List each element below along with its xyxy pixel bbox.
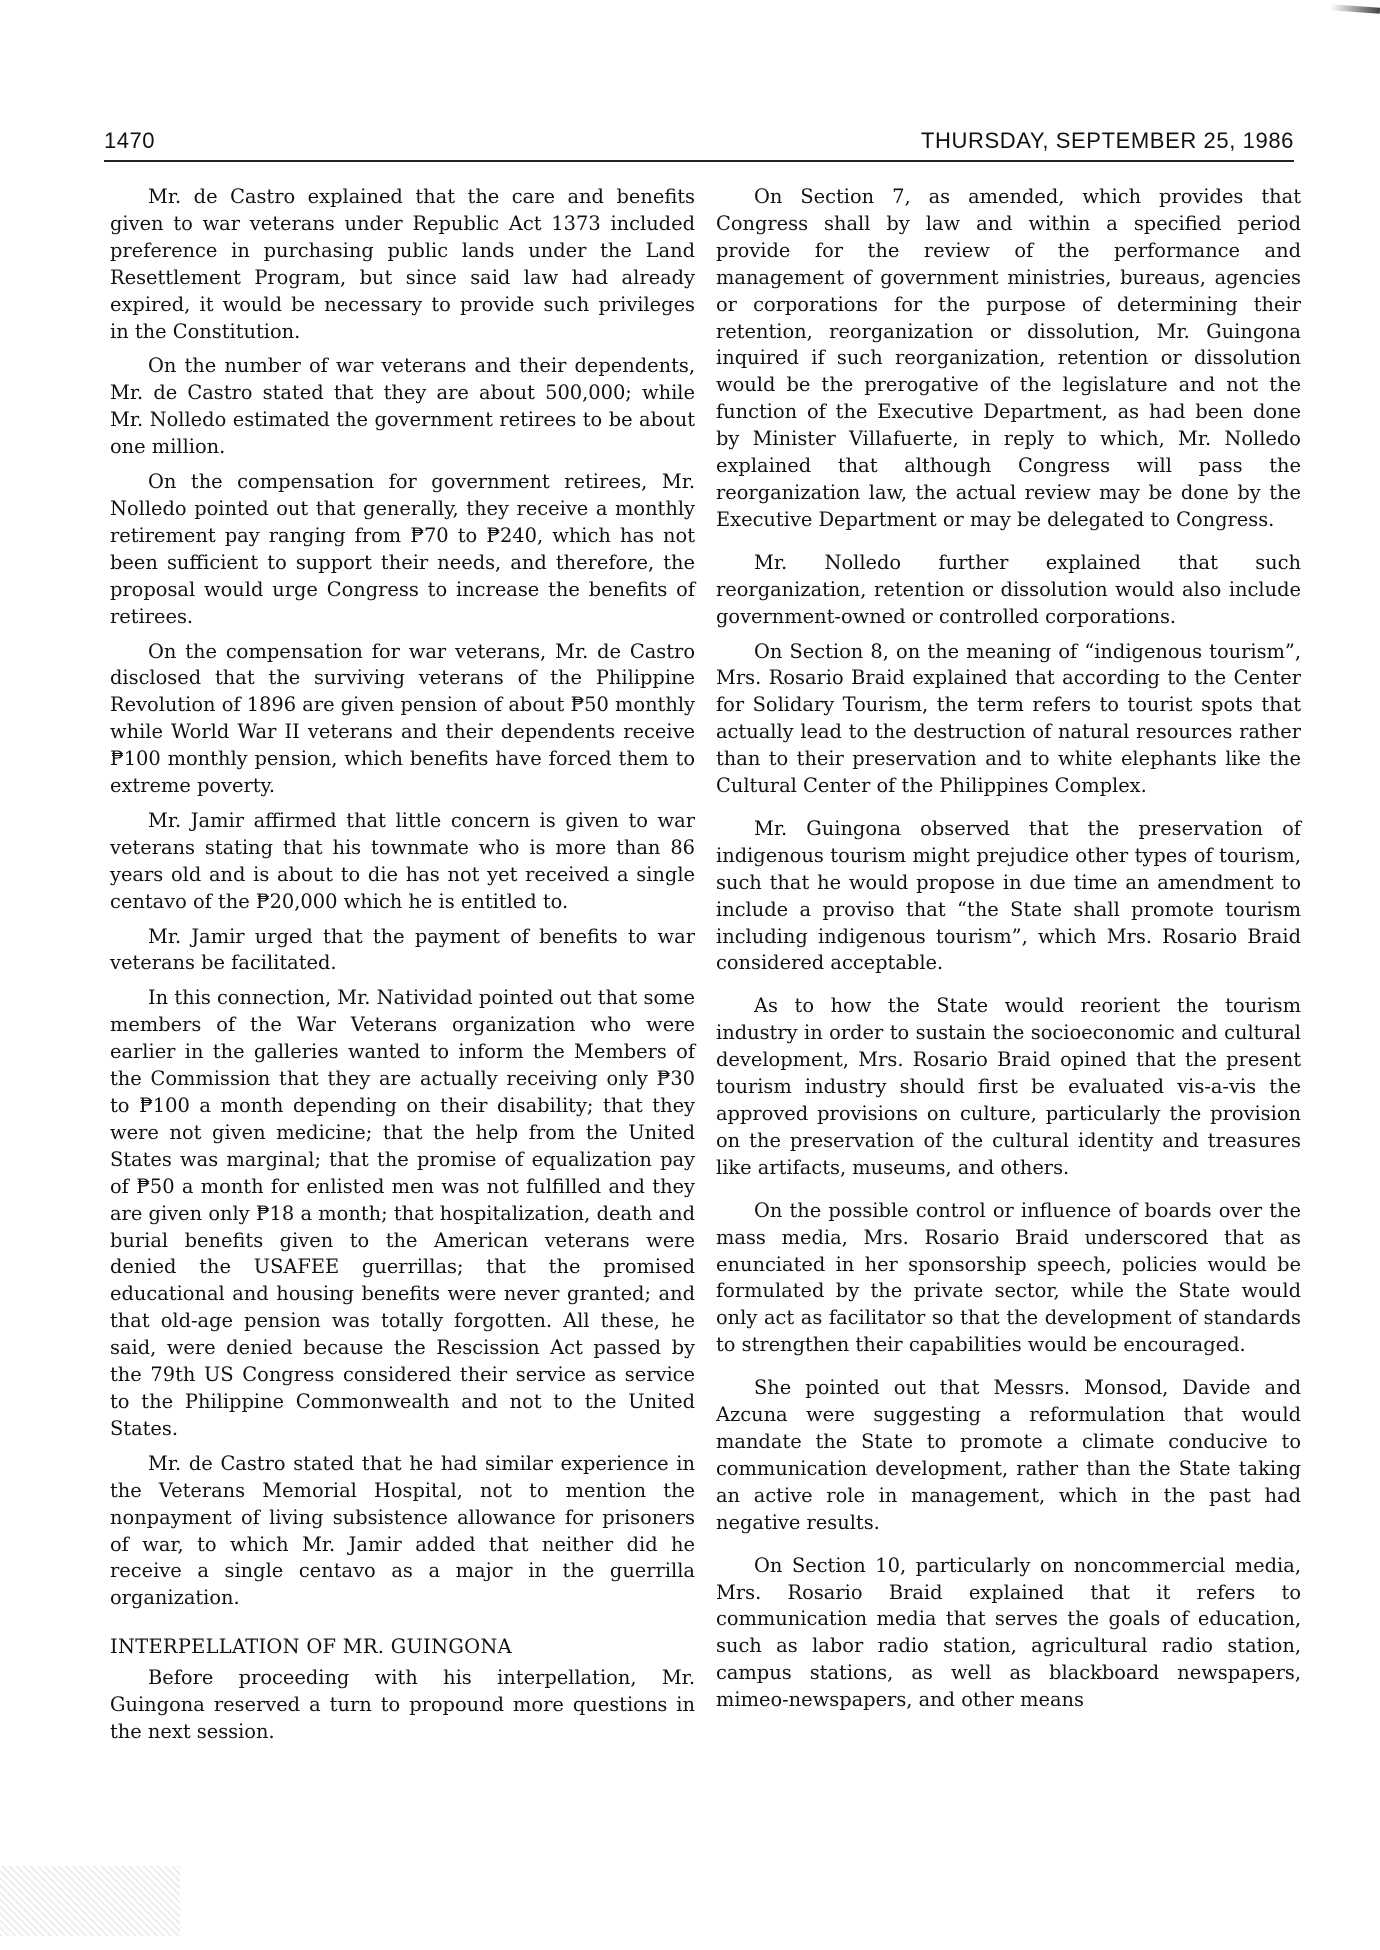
paragraph: On the compensation for war veterans, Mr. de Castro disclosed that the surviving veterans of the Philippine Revolution of 1896 are given pension of about ₱50 monthly while World War II veterans and their dependents receive ₱100 monthly pension, which benefits have forced them to extreme poverty. (110, 639, 695, 798)
page-number: 1470 (104, 128, 155, 153)
paragraph: She pointed out that Messrs. Monsod, Davide and Azcuna were suggesting a reformulation that would mandate the State to promote a climate conducive to communication development, rather than the State taking an active role in management, which in the past had negative results. (716, 1376, 1301, 1534)
paragraph: In this connection, Mr. Natividad pointed out that some members of the War Veterans organization who were earlier in the galleries wanted to inform the Members of the Commission that they are actually receiving only ₱30 to ₱100 a month depending on their disability; that they were not given medicine; that the help from the United States was marginal; that the promise of equalization pay of ₱50 a month for enlisted men was not fulfilled and they are given only ₱18 a month; that hospitalization, death and burial benefits given to the American veterans were denied the USAFEE guerrillas; that the promised educational and housing benefits were never granted; and that old-age pension was totally forgotten. All these, he said, were denied because the Rescission Act passed by the 79th US Congress considered their service as service to the Philippine Commonwealth and not to the United States. (110, 986, 695, 1440)
paragraph: As to how the State would reorient the tourism industry in order to sustain the socioeconomic and cultural development, Mrs. Rosario Braid opined that the present tourism industry should first be evaluated vis-a-vis the approved provisions on culture, particularly the provision on the preservation of the cultural identity and treasures like artifacts, museums, and others. (716, 994, 1301, 1179)
paragraph: Mr. Jamir urged that the payment of benefits to war veterans be facilitated. (110, 924, 695, 975)
paragraph: Before proceeding with his interpellation, Mr. Guingona reserved a turn to propound more questions in the next session. (110, 1666, 695, 1743)
paragraph: On the compensation for government retirees, Mr. Nolledo pointed out that generally, they receive a monthly retirement pay ranging from ₱70 to ₱240, which has not been sufficient to support their needs, and therefore, the proposal would urge Congress to increase the benefits of retirees. (110, 470, 695, 628)
scan-noise (0, 1866, 180, 1936)
paragraph: Mr. Guingona observed that the preservation of indigenous tourism might prejudice other types of tourism, such that he would propose in due time an amendment to include a proviso that “the State shall promote tourism including indigenous tourism”, which Mrs. Rosario Braid considered acceptable. (716, 816, 1301, 975)
paragraph: Mr. Jamir affirmed that little concern is given to war veterans stating that his townmate who is more than 86 years old and is about to die has not yet received a single centavo of the ₱20,000 which he is entitled to. (110, 808, 695, 913)
page-header (104, 128, 1294, 160)
paragraph: On the possible control or influence of boards over the mass media, Mrs. Rosario Braid underscored that as enunciated in her sponsorship speech, policies would be formulated by the private sector, while the State would only act as facilitator so that the development of standards to strengthen their capabilities would be encouraged. (716, 1198, 1301, 1357)
paragraph: Mr. Nolledo further explained that such reorganization, retention or dissolution would also include government-owned or controlled corporations. (716, 550, 1301, 628)
paragraph: On Section 10, particularly on noncommercial media, Mrs. Rosario Braid explained that it refers to communication media that serves the goals of education, such as labor radio station, agricultural radio station, campus stations, as well as blackboard newspapers, mimeo-newspapers, and other means (716, 1553, 1301, 1712)
paragraph: Mr. de Castro stated that he had similar experience in the Veterans Memorial Hospital, not to mention the nonpayment of living subsistence allowance for prisoners of war, to which Mr. Jamir added that neither did he receive a single centavo as a major in the guerrilla organization. (110, 1451, 695, 1610)
scan-edge-mark (1330, 4, 1380, 13)
section-heading: INTERPELLATION OF MR. GUINGONA (110, 1635, 512, 1659)
right-column (716, 184, 1301, 1722)
paragraph: On Section 8, on the meaning of “indigenous tourism”, Mrs. Rosario Braid explained that according to the Center for Solidary Tourism, the term refers to tourist spots that actually lead to the destruction of natural resources rather than to their preservation and to white elephants like the Cultural Center of the Philippines Complex. (716, 639, 1301, 798)
paragraph: On the number of war veterans and their dependents, Mr. de Castro stated that they are about 500,000; while Mr. Nolledo estimated the government retirees to be about one million. (110, 354, 695, 459)
header-rule (104, 160, 1294, 162)
left-column (110, 184, 695, 1754)
paragraph: On Section 7, as amended, which provides that Congress shall by law and within a specified period provide for the review of the performance and management of government ministries, bureaus, agencies or corporations for the purpose of determining their retention, reorganization or dissolution, Mr. Guingona inquired if such reorganization, retention or dissolution would be the prerogative of the legislature and not the function of the Executive Department, as had been done by Minister Villafuerte, in reply to which, Mr. Nolledo explained that although Congress will pass the reorganization law, the actual review may be done by the Executive Department or may be delegated to Congress. (716, 185, 1301, 531)
page-date: THURSDAY, SEPTEMBER 25, 1986 (920, 128, 1294, 153)
paragraph: Mr. de Castro explained that the care and benefits given to war veterans under Republic Act 1373 included preference in purchasing public lands under the Land Resettlement Program, but since said law had already expired, it would be necessary to provide such privileges in the Constitution. (110, 185, 695, 343)
